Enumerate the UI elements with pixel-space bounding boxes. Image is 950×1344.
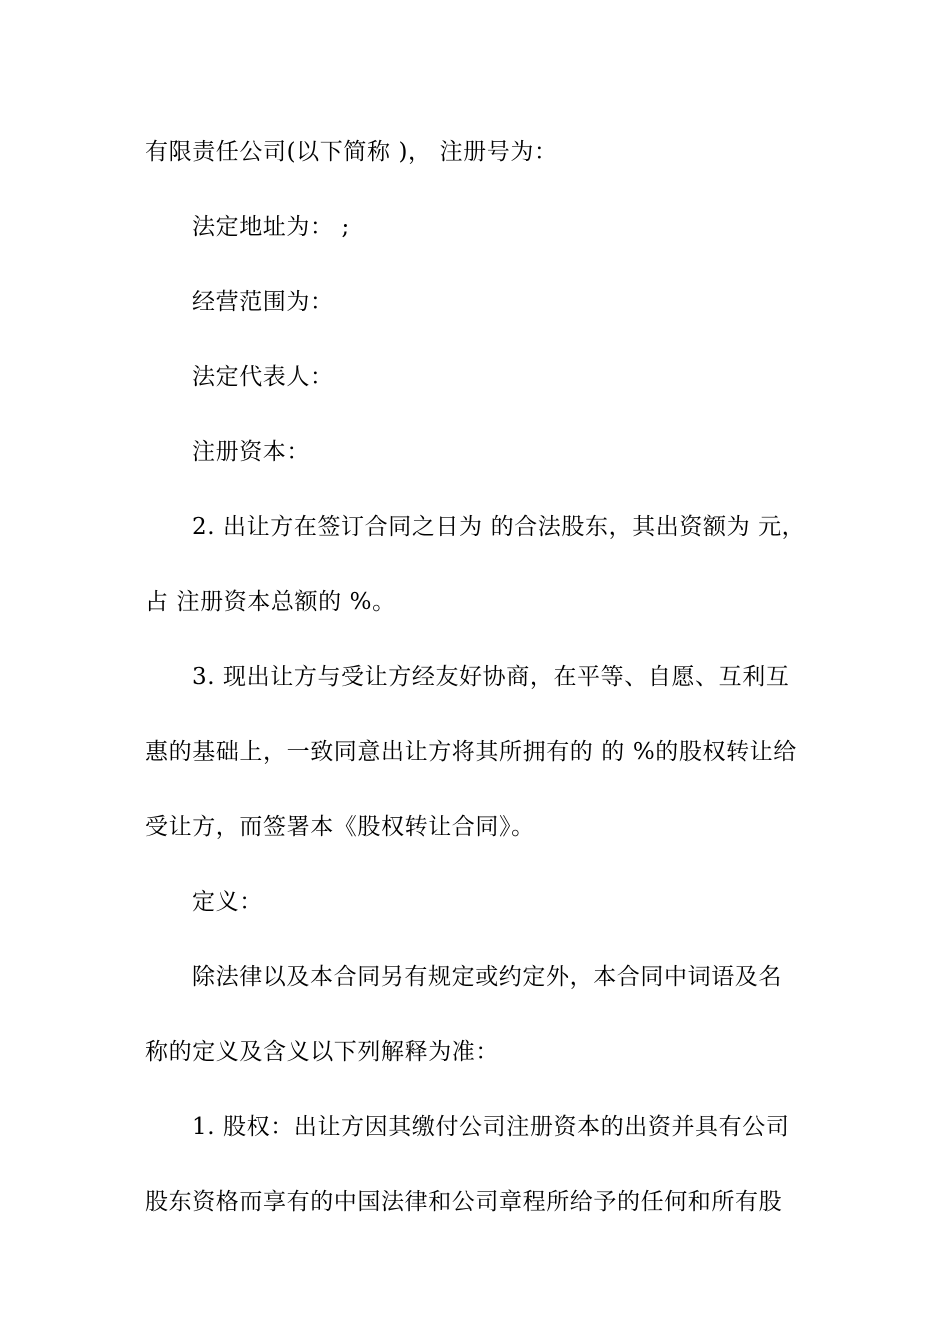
text-line-clause-2-cont: 占 注册资本总额的 %。	[145, 589, 396, 615]
text-line-clause-3: 3. 现出让方与受让方经友好协商，在平等、自愿、互利互	[192, 664, 790, 690]
text-line-business-scope: 经营范围为：	[192, 289, 334, 315]
text-line-legal-address: 法定地址为： ;	[192, 214, 350, 240]
text-line-definitions-intro: 除法律以及本合同另有规定或约定外，本合同中词语及名	[192, 964, 782, 990]
text-line-company-name: 有限责任公司(以下简称 )， 注册号为：	[145, 139, 558, 165]
text-line-definition-1: 1. 股权：出让方因其缴付公司注册资本的出资并具有公司	[192, 1114, 790, 1140]
text-line-definitions-intro-cont: 称的定义及含义以下列解释为准：	[145, 1039, 499, 1065]
text-line-clause-3-cont-2: 受让方，而签署本《股权转让合同》。	[145, 814, 535, 840]
text-line-clause-3-cont-1: 惠的基础上，一致同意出让方将其所拥有的 的 %的股权转让给	[145, 739, 797, 765]
text-line-legal-representative: 法定代表人：	[192, 364, 334, 390]
text-line-definition-1-cont: 股东资格而享有的中国法律和公司章程所给予的任何和所有股	[145, 1189, 783, 1215]
text-line-clause-2: 2. 出让方在签订合同之日为 的合法股东，其出资额为 元，	[192, 514, 806, 540]
text-line-registered-capital: 注册资本：	[192, 439, 310, 465]
text-line-definitions-heading: 定义：	[192, 889, 263, 915]
